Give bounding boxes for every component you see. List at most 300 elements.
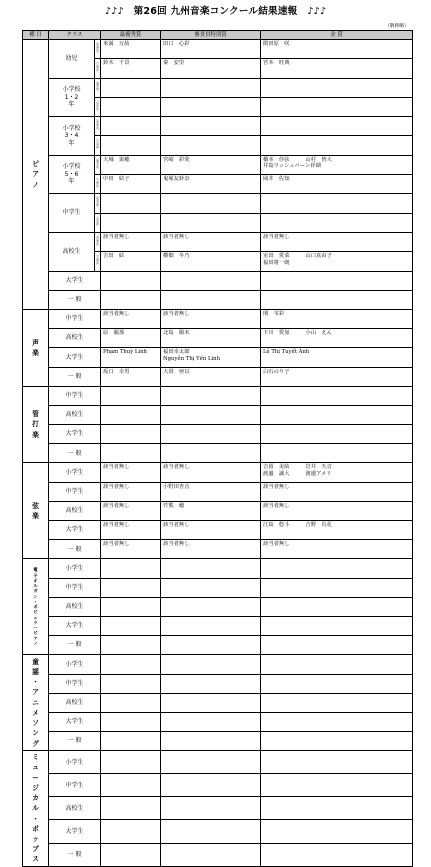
class-cell: 大学生 bbox=[49, 616, 101, 635]
gold-award-cell bbox=[261, 712, 413, 731]
class-cell: 高校生 bbox=[49, 797, 101, 820]
class-cell: 大学生 bbox=[49, 712, 101, 731]
best-award-cell: 該当者無し bbox=[101, 463, 161, 482]
table-row bbox=[23, 540, 413, 559]
gold-award-cell bbox=[261, 578, 413, 597]
category-char: メ bbox=[32, 708, 39, 717]
special-award-cell bbox=[161, 425, 261, 444]
best-award-cell bbox=[101, 290, 161, 309]
special-award-cell bbox=[161, 693, 261, 712]
class-cell: 大学生 bbox=[49, 521, 101, 540]
gold-award-cell bbox=[261, 271, 413, 290]
gold-award-cell: 関 雫彩 bbox=[261, 309, 413, 328]
table-row bbox=[23, 732, 413, 751]
category-char: ノ bbox=[32, 180, 39, 189]
category-char: ル bbox=[32, 804, 39, 813]
special-award-cell: 宮崎 彩愛 bbox=[161, 155, 261, 174]
gold-award-cell: 該当者無し bbox=[261, 540, 413, 559]
special-award-cell: 竹熊 穂 bbox=[161, 501, 261, 520]
class-cell: 一 般 bbox=[49, 367, 101, 386]
gold-award-cell bbox=[261, 559, 413, 578]
gold-award-cell bbox=[261, 194, 413, 213]
division-char: 演 bbox=[96, 158, 99, 162]
best-award-cell: 該当者無し bbox=[101, 501, 161, 520]
best-award-cell bbox=[101, 820, 161, 843]
best-award-cell bbox=[101, 655, 161, 674]
gold-award-cell bbox=[261, 655, 413, 674]
gold-award-cell bbox=[261, 444, 413, 463]
division-char: 部 bbox=[96, 125, 99, 129]
special-award-cell bbox=[161, 616, 261, 635]
best-award-cell bbox=[101, 405, 161, 424]
class-cell: 一 般 bbox=[49, 732, 101, 751]
division-char: 由 bbox=[96, 103, 99, 107]
special-award-cell bbox=[161, 843, 261, 866]
division-char: 自 bbox=[96, 62, 99, 66]
division-char: 演 bbox=[96, 42, 99, 46]
best-award-cell bbox=[101, 674, 161, 693]
category-char: 管 bbox=[32, 410, 39, 419]
gold-award-cell bbox=[261, 136, 413, 155]
category-char: プ bbox=[32, 845, 39, 854]
category-cell bbox=[23, 559, 49, 655]
class-cell: 大学生 bbox=[49, 271, 101, 290]
best-award-cell bbox=[101, 597, 161, 616]
table-row bbox=[23, 405, 413, 424]
special-award-cell bbox=[161, 797, 261, 820]
class-cell: 一 般 bbox=[49, 290, 101, 309]
table-row bbox=[23, 597, 413, 616]
class-cell: 中学生 bbox=[49, 194, 95, 233]
results-table bbox=[22, 30, 413, 867]
class-cell: 高校生 bbox=[49, 597, 101, 616]
best-award-cell bbox=[101, 774, 161, 797]
special-award-cell bbox=[161, 444, 261, 463]
category-char: カ bbox=[32, 794, 39, 803]
category-cell bbox=[23, 309, 49, 386]
special-award-cell bbox=[161, 674, 261, 693]
table-row bbox=[23, 155, 413, 174]
category-char: ー bbox=[32, 773, 39, 782]
special-award-cell: 秦 安里 bbox=[161, 59, 261, 78]
division-char: 自 bbox=[96, 255, 99, 259]
table-row bbox=[23, 751, 413, 774]
class-cell: 一 般 bbox=[49, 636, 101, 655]
class-cell: 小学生 bbox=[49, 559, 101, 578]
class-cell: 高校生 bbox=[49, 405, 101, 424]
gold-award-cell bbox=[261, 636, 413, 655]
best-award-cell: 該当者無し bbox=[101, 309, 161, 328]
class-cell: 大学生 bbox=[49, 348, 101, 367]
table-row bbox=[23, 616, 413, 635]
best-award-cell bbox=[101, 386, 161, 405]
class-cell: 中学生 bbox=[49, 674, 101, 693]
division-char: 門 bbox=[96, 243, 99, 247]
table-row bbox=[23, 501, 413, 520]
class-cell: 高校生 bbox=[49, 232, 95, 271]
category-char: ポ bbox=[33, 604, 38, 610]
division-char: 部 bbox=[96, 106, 99, 110]
table-row bbox=[23, 425, 413, 444]
division-char: 由 bbox=[96, 219, 99, 223]
special-award-cell: 該当者無し bbox=[161, 309, 261, 328]
division-char: 門 bbox=[96, 70, 99, 74]
best-award-cell bbox=[101, 578, 161, 597]
division-char: 門 bbox=[96, 224, 99, 228]
division-char: 演 bbox=[96, 120, 99, 124]
category-char: ア bbox=[33, 635, 38, 641]
category-char: ソ bbox=[32, 719, 39, 728]
category-char: ピ bbox=[32, 160, 39, 169]
category-char: ー bbox=[33, 625, 38, 631]
table-row bbox=[23, 774, 413, 797]
best-award-cell bbox=[101, 117, 161, 136]
best-award-cell: 該当者無し bbox=[101, 232, 161, 251]
table-row bbox=[23, 463, 413, 482]
category-char: 打 bbox=[32, 420, 39, 429]
table-row bbox=[23, 655, 413, 674]
category-cell bbox=[23, 40, 49, 310]
table-row bbox=[23, 444, 413, 463]
table-row bbox=[23, 271, 413, 290]
best-award-cell bbox=[101, 559, 161, 578]
gold-award-cell bbox=[261, 597, 413, 616]
class-cell: 小学校 5・6 年 bbox=[49, 155, 95, 194]
special-award-cell: 横畑 冬乃 bbox=[161, 252, 261, 271]
special-award-cell bbox=[161, 97, 261, 116]
category-char: ア bbox=[32, 170, 39, 179]
division-char: 部 bbox=[96, 48, 99, 52]
best-award-cell: 米満 万結 bbox=[101, 40, 161, 59]
category-cell bbox=[23, 655, 49, 751]
best-award-cell bbox=[101, 797, 161, 820]
special-award-cell bbox=[161, 117, 261, 136]
class-cell: 幼児 bbox=[49, 40, 95, 79]
category-char: ポ bbox=[32, 824, 39, 833]
best-award-cell: 大城 果穂 bbox=[101, 155, 161, 174]
category-char: ラ bbox=[33, 619, 38, 625]
gold-award-cell bbox=[261, 425, 413, 444]
gold-award-cell: 白石のり子 bbox=[261, 367, 413, 386]
table-row bbox=[23, 482, 413, 501]
best-award-cell: Phạm Thuỳ Linh bbox=[101, 348, 161, 367]
division-char: 演 bbox=[96, 197, 99, 201]
gold-award-cell bbox=[261, 674, 413, 693]
class-cell: 一 般 bbox=[49, 540, 101, 559]
category-char: 電 bbox=[33, 567, 38, 573]
best-award-cell bbox=[101, 425, 161, 444]
division-char: 門 bbox=[96, 50, 99, 54]
gold-award-cell: 室田 愛菜 山口真由子 福田将一朗 bbox=[261, 252, 413, 271]
division-char: 門 bbox=[96, 127, 99, 131]
best-award-cell: 原 麗那 bbox=[101, 329, 161, 348]
table-row bbox=[23, 329, 413, 348]
category-char: ピ bbox=[33, 630, 38, 636]
division-char: 自 bbox=[96, 178, 99, 182]
gold-award-cell bbox=[261, 843, 413, 866]
special-award-cell bbox=[161, 194, 261, 213]
category-char: 楽 bbox=[32, 511, 39, 520]
division-char: 由 bbox=[96, 64, 99, 68]
best-award-cell: 該当者無し bbox=[101, 521, 161, 540]
class-cell: 高校生 bbox=[49, 693, 101, 712]
table-row bbox=[23, 367, 413, 386]
category-char: ア bbox=[32, 688, 39, 697]
category-char: ル bbox=[33, 583, 38, 589]
division-char: 部 bbox=[96, 260, 99, 264]
division-char: 奏 bbox=[96, 238, 99, 242]
table-row bbox=[23, 636, 413, 655]
category-cell bbox=[23, 386, 49, 463]
division-char: 門 bbox=[96, 147, 99, 151]
class-cell: 小学生 bbox=[49, 751, 101, 774]
table-row bbox=[23, 78, 413, 97]
class-cell: 一 般 bbox=[49, 444, 101, 463]
division-char: 門 bbox=[96, 263, 99, 266]
best-award-cell bbox=[101, 712, 161, 731]
table-row bbox=[23, 797, 413, 820]
category-char: 声 bbox=[32, 338, 39, 347]
class-cell: 中学生 bbox=[49, 578, 101, 597]
table-row bbox=[23, 843, 413, 866]
table-row bbox=[23, 693, 413, 712]
gold-award-cell: Lê Thị Tuyết Ánh bbox=[261, 348, 413, 367]
division-char: 部 bbox=[96, 241, 99, 245]
table-row bbox=[23, 309, 413, 328]
table-row bbox=[23, 578, 413, 597]
division-char: 部 bbox=[96, 86, 99, 90]
gold-award-cell: 橋本 佳弦 山村 皆大 井島ワッシュバーン祥瑚 bbox=[261, 155, 413, 174]
division-char: 由 bbox=[96, 257, 99, 261]
header-gold-award: 金 賞 bbox=[261, 31, 413, 40]
gold-award-cell: 江島 悠斗 吉野 有花 bbox=[261, 521, 413, 540]
division-char: 部 bbox=[96, 67, 99, 71]
special-award-cell: 該当者無し bbox=[161, 521, 261, 540]
class-cell: 中学生 bbox=[49, 309, 101, 328]
results-body bbox=[23, 40, 413, 867]
division-char: 奏 bbox=[96, 122, 99, 126]
special-award-cell: 鬼塚友鈴奈 bbox=[161, 175, 261, 194]
table-row bbox=[23, 820, 413, 843]
category-char: 童 bbox=[32, 657, 39, 666]
gold-award-cell bbox=[261, 405, 413, 424]
special-award-cell: 小野田杏音 bbox=[161, 482, 261, 501]
division-char: 由 bbox=[96, 142, 99, 146]
special-award-cell bbox=[161, 290, 261, 309]
category-cell bbox=[23, 463, 49, 559]
header-row bbox=[23, 31, 413, 40]
header-best-award: 最優秀賞 bbox=[101, 31, 161, 40]
division-char: 門 bbox=[96, 205, 99, 209]
gold-award-cell bbox=[261, 774, 413, 797]
honorific-note: （敬称略） bbox=[385, 24, 409, 29]
special-award-cell bbox=[161, 405, 261, 424]
class-cell: 高校生 bbox=[49, 501, 101, 520]
best-award-cell: 鈴木 千景 bbox=[101, 59, 161, 78]
division-char: 部 bbox=[96, 221, 99, 225]
category-char: 楽 bbox=[32, 430, 39, 439]
division-char: 部 bbox=[96, 163, 99, 167]
best-award-cell bbox=[101, 616, 161, 635]
class-cell: 小学校 3・4 年 bbox=[49, 117, 95, 156]
special-award-cell: 該当者無し bbox=[161, 463, 261, 482]
class-cell: 中学生 bbox=[49, 774, 101, 797]
division-char: 奏 bbox=[96, 161, 99, 165]
special-award-cell bbox=[161, 78, 261, 97]
category-char: 子 bbox=[33, 572, 38, 578]
category-char: ノ bbox=[33, 640, 38, 646]
best-award-cell bbox=[101, 213, 161, 232]
division-char: 門 bbox=[96, 89, 99, 93]
best-award-cell: 吉田 結 bbox=[101, 252, 161, 271]
class-cell: 小学生 bbox=[49, 463, 101, 482]
special-award-cell bbox=[161, 655, 261, 674]
best-award-cell: 中田 結子 bbox=[101, 175, 161, 194]
special-award-cell: 該当者無し bbox=[161, 540, 261, 559]
gold-award-cell: 該当者無し bbox=[261, 501, 413, 520]
gold-award-cell bbox=[261, 732, 413, 751]
best-award-cell bbox=[101, 843, 161, 866]
division-char: 部 bbox=[96, 202, 99, 206]
table-row bbox=[23, 40, 413, 59]
table-row bbox=[23, 559, 413, 578]
class-cell: 一 般 bbox=[49, 843, 101, 866]
division-char: 奏 bbox=[96, 84, 99, 88]
division-char: 部 bbox=[96, 144, 99, 148]
gold-award-cell: 該当者無し bbox=[261, 482, 413, 501]
best-award-cell bbox=[101, 444, 161, 463]
table-row bbox=[23, 194, 413, 213]
table-row bbox=[23, 386, 413, 405]
category-char: オ bbox=[33, 577, 38, 583]
category-char: ス bbox=[32, 855, 39, 864]
class-cell: 大学生 bbox=[49, 820, 101, 843]
division-char: 自 bbox=[96, 216, 99, 220]
table-row bbox=[23, 521, 413, 540]
table-row bbox=[23, 712, 413, 731]
table-row bbox=[23, 674, 413, 693]
special-award-cell bbox=[161, 820, 261, 843]
category-char: ッ bbox=[32, 835, 39, 843]
special-award-cell bbox=[161, 732, 261, 751]
gold-award-cell: 吉留 美結 岩井 天音 渡邊 誠大 渡邉アメリ bbox=[261, 463, 413, 482]
gold-award-cell: 下川 愛加 小山 えん bbox=[261, 329, 413, 348]
gold-award-cell bbox=[261, 820, 413, 843]
category-char: ミ bbox=[32, 753, 39, 762]
header-special-award: 審査員特別賞 bbox=[161, 31, 261, 40]
category-char: ・ bbox=[32, 678, 39, 687]
special-award-cell bbox=[161, 559, 261, 578]
gold-award-cell bbox=[261, 797, 413, 820]
special-award-cell bbox=[161, 774, 261, 797]
gold-award-cell bbox=[261, 751, 413, 774]
table-row bbox=[23, 348, 413, 367]
category-char: 謡 bbox=[32, 668, 39, 677]
gold-award-cell bbox=[261, 97, 413, 116]
category-char: ュ bbox=[32, 763, 39, 772]
gold-award-cell bbox=[261, 117, 413, 136]
special-award-cell: 大貫 亜以 bbox=[161, 367, 261, 386]
category-char: グ bbox=[32, 739, 39, 748]
header-class: クラス bbox=[49, 31, 101, 40]
division-char: 奏 bbox=[96, 199, 99, 203]
best-award-cell bbox=[101, 136, 161, 155]
division-char: 門 bbox=[96, 166, 99, 170]
special-award-cell: 該当者無し bbox=[161, 232, 261, 251]
gold-award-cell bbox=[261, 290, 413, 309]
gold-award-cell bbox=[261, 386, 413, 405]
best-award-cell bbox=[101, 97, 161, 116]
class-cell: 小学校 1・2 年 bbox=[49, 78, 95, 117]
special-award-cell bbox=[161, 712, 261, 731]
category-char: ン bbox=[33, 593, 38, 599]
table-row bbox=[23, 117, 413, 136]
table-row bbox=[23, 232, 413, 251]
division-char: 部 bbox=[96, 183, 99, 187]
best-award-cell bbox=[101, 636, 161, 655]
division-char: 奏 bbox=[96, 45, 99, 49]
table-row bbox=[23, 290, 413, 309]
gold-award-cell: 宮本 旺典 bbox=[261, 59, 413, 78]
category-char: 弦 bbox=[32, 501, 39, 510]
best-award-cell: 該当者無し bbox=[101, 482, 161, 501]
category-char: ・ bbox=[33, 598, 38, 604]
gold-award-cell: 該当者無し bbox=[261, 232, 413, 251]
division-char: 自 bbox=[96, 100, 99, 104]
category-cell bbox=[23, 751, 49, 866]
best-award-cell: 坂口 幸男 bbox=[101, 367, 161, 386]
division-char: 門 bbox=[96, 185, 99, 189]
gold-award-cell bbox=[261, 213, 413, 232]
special-award-cell bbox=[161, 271, 261, 290]
division-char: 自 bbox=[96, 139, 99, 143]
gold-award-cell bbox=[261, 693, 413, 712]
class-cell: 中学生 bbox=[49, 386, 101, 405]
gold-award-cell bbox=[261, 616, 413, 635]
category-char: ン bbox=[32, 729, 39, 738]
special-award-cell: 田口 心彩 bbox=[161, 40, 261, 59]
header-category: 種 目 bbox=[23, 31, 49, 40]
best-award-cell bbox=[101, 78, 161, 97]
division-char: 門 bbox=[96, 108, 99, 112]
class-cell: 大学生 bbox=[49, 425, 101, 444]
category-char: ュ bbox=[33, 614, 38, 620]
class-cell: 中学生 bbox=[49, 482, 101, 501]
special-award-cell: 福田幸太郎 Nguyễn Thị Yến Linh bbox=[161, 348, 261, 367]
category-char: ・ bbox=[32, 814, 39, 823]
division-char: 由 bbox=[96, 180, 99, 184]
best-award-cell bbox=[101, 194, 161, 213]
best-award-cell: 該当者無し bbox=[101, 540, 161, 559]
best-award-cell bbox=[101, 271, 161, 290]
division-char: 演 bbox=[96, 235, 99, 239]
best-award-cell bbox=[101, 693, 161, 712]
class-cell: 小学生 bbox=[49, 655, 101, 674]
special-award-cell bbox=[161, 213, 261, 232]
best-award-cell bbox=[101, 751, 161, 774]
best-award-cell bbox=[101, 732, 161, 751]
special-award-cell bbox=[161, 636, 261, 655]
gold-award-cell: 隈田原 咲 bbox=[261, 40, 413, 59]
category-char: ニ bbox=[32, 698, 39, 707]
class-cell: 高校生 bbox=[49, 329, 101, 348]
special-award-cell bbox=[161, 386, 261, 405]
special-award-cell bbox=[161, 578, 261, 597]
special-award-cell: 北島 陽未 bbox=[161, 329, 261, 348]
page-title: ♪♪♪ 第26回 九州音楽コンクール結果速報 ♪♪♪ bbox=[104, 6, 327, 17]
special-award-cell bbox=[161, 136, 261, 155]
category-char: ピ bbox=[33, 609, 38, 615]
